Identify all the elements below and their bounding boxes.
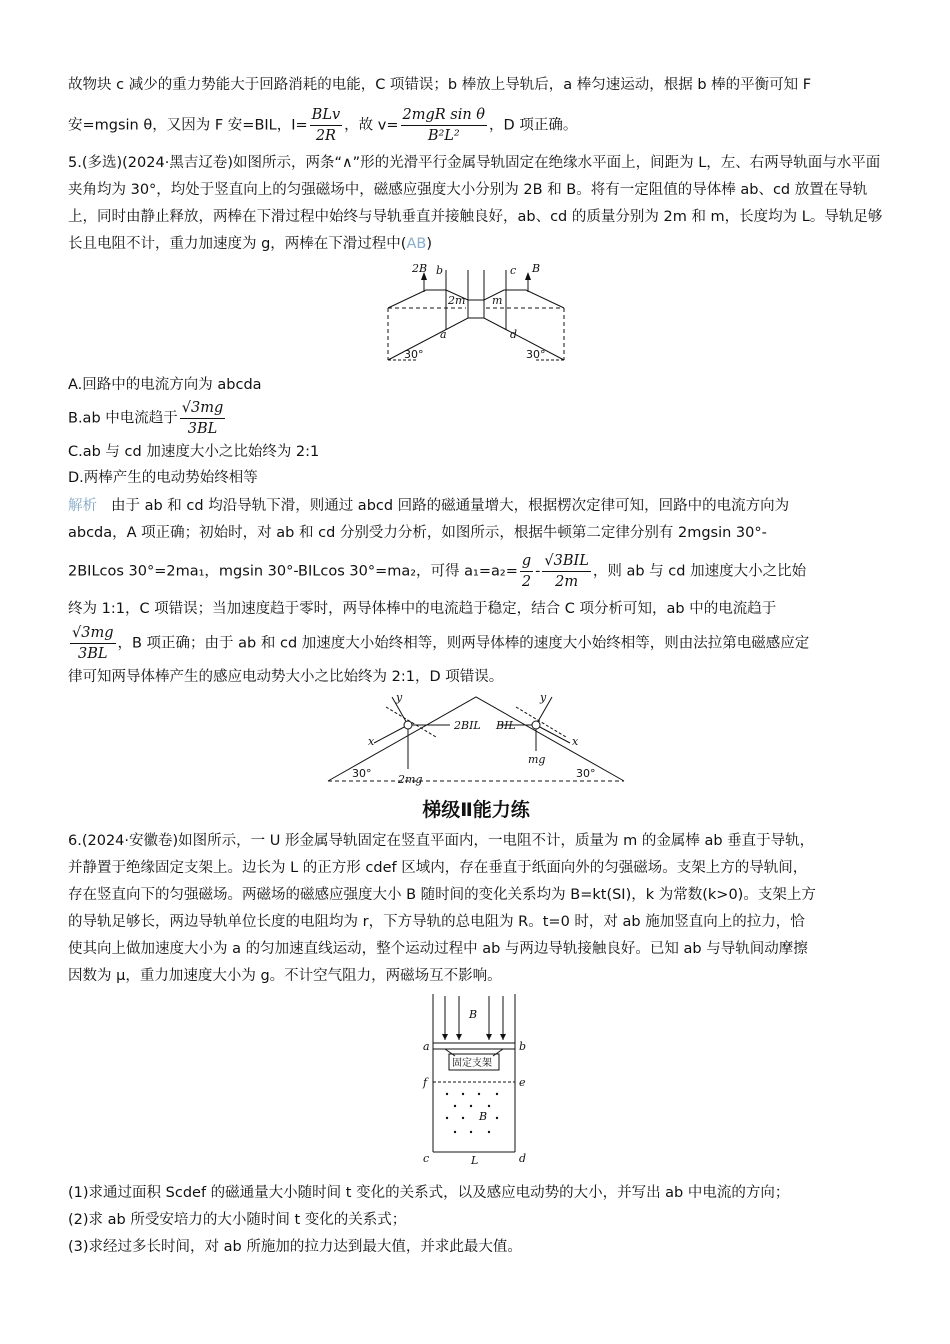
- axis-y-right: y: [540, 693, 547, 704]
- option-b: [68, 398, 884, 439]
- angle-right: 30°: [576, 767, 596, 780]
- text-segment: ，则 ab 与 cd 加速度大小之比始: [592, 563, 807, 580]
- analysis-line-5: [68, 623, 884, 664]
- frac-den: 3BL: [77, 646, 108, 662]
- label-B-top: B: [469, 1008, 478, 1021]
- frac-num: √3mg: [180, 398, 226, 419]
- label-c: c: [510, 264, 517, 277]
- frac-num: BLv: [310, 105, 342, 126]
- text-segment: -: [535, 563, 541, 580]
- subquestion-3: (3)求经过多长时间，对 ab 所施加的拉力达到最大值，并求此最大值。: [68, 1239, 522, 1255]
- fraction-current-limit: [70, 623, 116, 664]
- text-segment: 由于 ab 和 cd 均沿导轨下滑，则通过 abcd 回路的磁通量增大，根据楞次定律可知，回路中的电流方向为: [111, 498, 790, 514]
- text-segment: ，B 项正确；由于 ab 和 cd 加速度大小始终相等，则两导体棒的速度大小始终相等，则由法拉第电磁感应定: [117, 635, 810, 652]
- document-page: [68, 72, 884, 1261]
- label-d: d: [519, 1152, 527, 1165]
- frac-den: 2: [521, 574, 532, 590]
- figure-q6-u-rail: [421, 994, 531, 1166]
- label-2m: 2m: [448, 294, 466, 307]
- text-segment: ，D 项正确。: [489, 117, 578, 134]
- prev-answer-line-2: [68, 105, 884, 146]
- label-c: c: [423, 1152, 430, 1165]
- subquestion-1: (1)求通过面积 Scdef 的磁通量大小随时间 t 变化的关系式，以及感应电动势的大小，并写出 ab 中电流的方向；: [68, 1185, 790, 1201]
- frac-num: √3BIL: [542, 551, 590, 572]
- label-b: b: [436, 264, 444, 277]
- fraction-velocity: [401, 105, 488, 146]
- frac-den: 2m: [555, 574, 579, 590]
- question-6-line-3: 存在竖直向下的匀强磁场。两磁场的磁感应强度大小 B 随时间的变化关系均为 B=kt(SI)，k 为常数(k>0)。支架上方: [68, 887, 816, 903]
- question-6-line-2: 并静置于绝缘固定支架上。边长为 L 的正方形 cdef 区域内，存在垂直于纸面向外的匀强磁场。支架上方的导轨间，: [68, 860, 808, 876]
- analysis-line-3: [68, 551, 884, 592]
- support-label: 固定支架: [452, 1058, 492, 1069]
- stem-end: ): [426, 236, 433, 252]
- prev-answer-line-1: 故物块 c 减少的重力势能大于回路消耗的电能，C 项错误；b 棒放上导轨后，a 棒匀速运动，根据 b 棒的平衡可知 F: [68, 77, 812, 93]
- question-6-line-5: 使其向上做加速度大小为 a 的匀加速直线运动，整个运动过程中 ab 与两边导轨接触良好。已知 ab 与导轨间动摩擦: [68, 941, 808, 957]
- question-6-line-4: 的导轨足够长，两边导轨单位长度的电阻均为 r，下方导轨的总电阻为 R。t=0 时，对 ab 施加竖直向上的拉力，恰: [68, 914, 805, 930]
- stem-text: 5.(多选)(2024·黑吉辽卷)如图所示，两条“∧”形的光滑平行金属导轨固定在绝缘水平面上，间距为 L，左、右两导轨面与水平面夹角均为 30°，均处于竖直向上的匀强磁场中，磁感应强度大小分别为 2B 和 B。将有一定阻值的导体棒 ab、cd 放置在导轨上，同时由静止释放，两棒在下滑过程中始终与导轨垂直并接触良好，ab、cd 的质量分别为 2m 和 m，长度均为 L。导轨足够长且电阻不计，重力加速度为 g，两棒在下滑过程中(: [68, 155, 883, 252]
- question-6-line-1: 6.(2024·安徽卷)如图所示，一 U 形金属导轨固定在竖直平面内，一电阻不计，质量为 m 的金属棒 ab 垂直于导轨，: [68, 833, 815, 849]
- label-e: e: [519, 1076, 526, 1089]
- text-segment: B.ab 中电流趋于: [68, 410, 178, 427]
- question-6-line-6: 因数为 μ，重力加速度大小为 g。不计空气阻力，两磁场互不影响。: [68, 968, 502, 984]
- text-segment: 安=mgsin θ，又因为 F 安=BIL，I=: [68, 117, 308, 134]
- label-f: f: [423, 1076, 428, 1089]
- frac-den: 2R: [315, 128, 336, 144]
- frac-num: g: [520, 551, 533, 572]
- question-5-stem: [68, 150, 884, 258]
- frac-den: 3BL: [187, 421, 218, 437]
- label-L: L: [471, 1154, 479, 1166]
- analysis-line-1: [68, 493, 884, 520]
- axis-x-right: x: [572, 735, 579, 748]
- analysis-line-2: abcda，A 项正确；初始时，对 ab 和 cd 分别受力分析，如图所示，根据牛顿第二定律分别有 2mgsin 30°-: [68, 525, 767, 541]
- figure-q5-forces: [326, 693, 626, 791]
- frac-num: 2mgR sin θ: [401, 105, 488, 126]
- analysis-line-4: 终为 1:1，C 项错误；当加速度趋于零时，两导体棒中的电流趋于稳定，结合 C 项分析可知，ab 中的电流趋于: [68, 601, 777, 617]
- fraction-current: [310, 105, 342, 146]
- label-B: B: [532, 262, 541, 275]
- figure-q5-rails: [386, 260, 566, 366]
- fraction-optb: [180, 398, 226, 439]
- fraction-g2: [520, 551, 533, 592]
- angle-right: 30°: [526, 348, 546, 361]
- answer-key: AB: [406, 236, 427, 252]
- option-a: A.回路中的电流方向为 abcda: [68, 377, 262, 393]
- analysis-line-6: 律可知两导体棒产生的感应电动势大小之比始终为 2:1，D 项错误。: [68, 669, 504, 685]
- frac-den: B²L²: [427, 128, 460, 144]
- label-a: a: [423, 1040, 430, 1053]
- text-segment: 2BILcos 30°=2ma₁，mgsin 30°-BILcos 30°=ma₂，可得 a₁=a₂=: [68, 563, 518, 580]
- label-2B: 2B: [412, 262, 428, 275]
- option-c: C.ab 与 cd 加速度大小之比始终为 2:1: [68, 444, 320, 460]
- axis-y-left: y: [396, 693, 403, 704]
- angle-left: 30°: [404, 348, 424, 361]
- axis-x-left: x: [368, 735, 375, 748]
- force-BIL: BIL: [496, 719, 516, 732]
- section-title: 梯级Ⅱ能力练: [422, 799, 530, 821]
- gravity-mg: mg: [528, 753, 546, 766]
- gravity-2mg: 2mg: [398, 773, 423, 786]
- fraction-bil: [542, 551, 590, 592]
- label-B-bottom: B: [479, 1110, 488, 1123]
- label-m: m: [492, 294, 503, 307]
- option-d: D.两棒产生的电动势始终相等: [68, 470, 258, 486]
- force-2BIL: 2BIL: [454, 719, 481, 732]
- label-a: a: [440, 328, 447, 341]
- frac-num: √3mg: [70, 623, 116, 644]
- label-b: b: [519, 1040, 527, 1053]
- label-d: d: [510, 328, 518, 341]
- analysis-label: 解析: [68, 498, 97, 514]
- angle-left: 30°: [352, 767, 372, 780]
- subquestion-2: (2)求 ab 所受安培力的大小随时间 t 变化的关系式；: [68, 1212, 407, 1228]
- text-segment: ，故 v=: [344, 117, 399, 134]
